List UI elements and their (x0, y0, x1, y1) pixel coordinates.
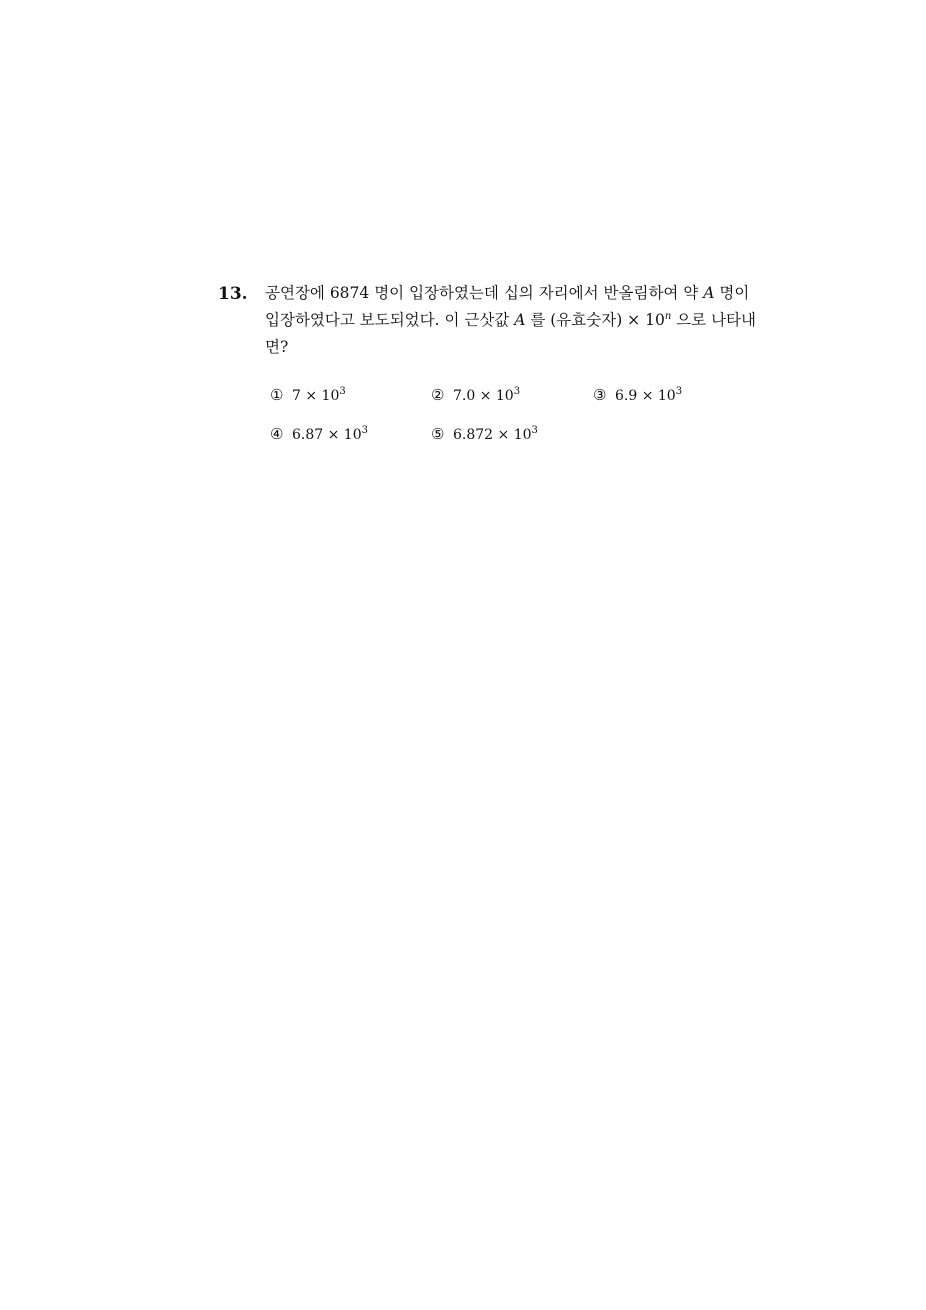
choice-exponent: 3 (339, 386, 346, 397)
variable-a: A (514, 311, 526, 329)
choice-marker: ② (431, 386, 445, 404)
choice-value: 6.87 × 10 (292, 427, 362, 443)
choice-exponent: 3 (513, 386, 521, 397)
choice-marker: ④ (270, 425, 284, 443)
exponent-n: n (664, 311, 672, 322)
choice-value: 6.872 × 10 (453, 427, 532, 443)
choice-exponent: 3 (361, 425, 368, 436)
choice-exponent: 3 (531, 425, 538, 436)
choice-value: 7 × 10 (292, 388, 340, 404)
choice-1[interactable] (270, 385, 346, 406)
question-number: 13. (218, 284, 248, 304)
question-text (265, 280, 765, 361)
question-line-1 (265, 280, 765, 307)
question-line-2 (265, 307, 765, 334)
choice-value: 7.0 × 10 (453, 388, 514, 404)
choice-marker: ⑤ (431, 425, 445, 443)
variable-a: A (703, 284, 715, 302)
question-line-2-end: 으로 나타내 (671, 311, 757, 329)
question-line-1-end: 명이 (714, 284, 750, 302)
choice-value: 6.9 × 10 (615, 388, 676, 404)
choice-exponent: 3 (675, 386, 683, 397)
choice-marker: ③ (593, 386, 607, 404)
choice-4[interactable] (270, 424, 368, 445)
question-line-1-text: 공연장에 6874 명이 입장하였는데 십의 자리에서 반올림하여 약 (265, 284, 704, 302)
question-line-2-text: 입장하였다고 보도되었다. 이 근삿값 (265, 311, 515, 329)
question-line-3: 면? (265, 338, 289, 356)
choice-2[interactable] (431, 385, 520, 406)
choice-3[interactable] (593, 385, 682, 406)
choice-5[interactable] (431, 424, 538, 445)
choice-marker: ① (270, 386, 284, 404)
question-line-2-mid: 를 (유효숫자) × 10 (525, 311, 665, 329)
